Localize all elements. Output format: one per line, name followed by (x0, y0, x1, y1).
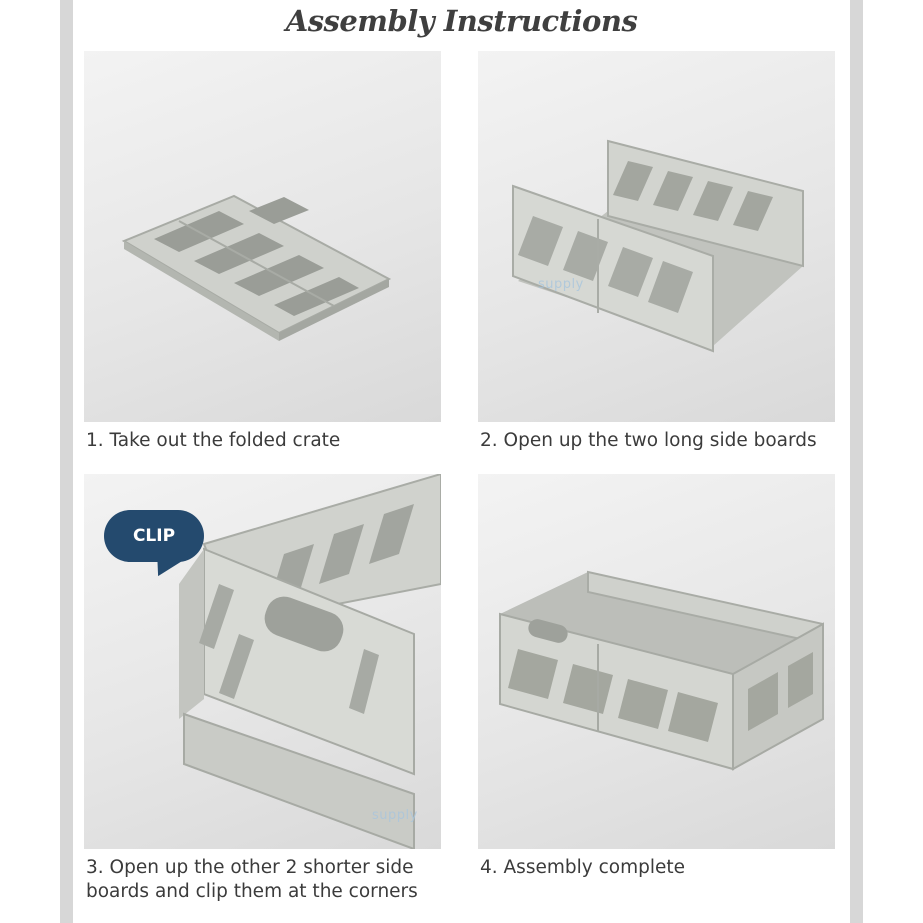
page-title: Assembly Instructions (285, 4, 638, 38)
step-4-photo (478, 474, 835, 849)
partially-opened-crate-illustration (478, 51, 835, 422)
left-border-bar (60, 0, 73, 923)
assembled-crate-illustration (478, 474, 835, 849)
step-1-caption: 1. Take out the folded crate (86, 430, 341, 451)
step-4-caption: 4. Assembly complete (480, 857, 685, 878)
step-2-caption: 2. Open up the two long side boards (480, 430, 817, 451)
watermark-text: supply (538, 277, 584, 292)
step-2-photo (478, 51, 835, 422)
clip-callout: CLIP (104, 510, 204, 562)
step-1-photo (84, 51, 441, 422)
watermark-text: supply (372, 808, 418, 823)
step-3-caption: 3. Open up the other 2 shorter side boards and clip them at the corners (86, 857, 418, 902)
right-border-bar (850, 0, 863, 923)
folded-crate-illustration (84, 51, 441, 422)
